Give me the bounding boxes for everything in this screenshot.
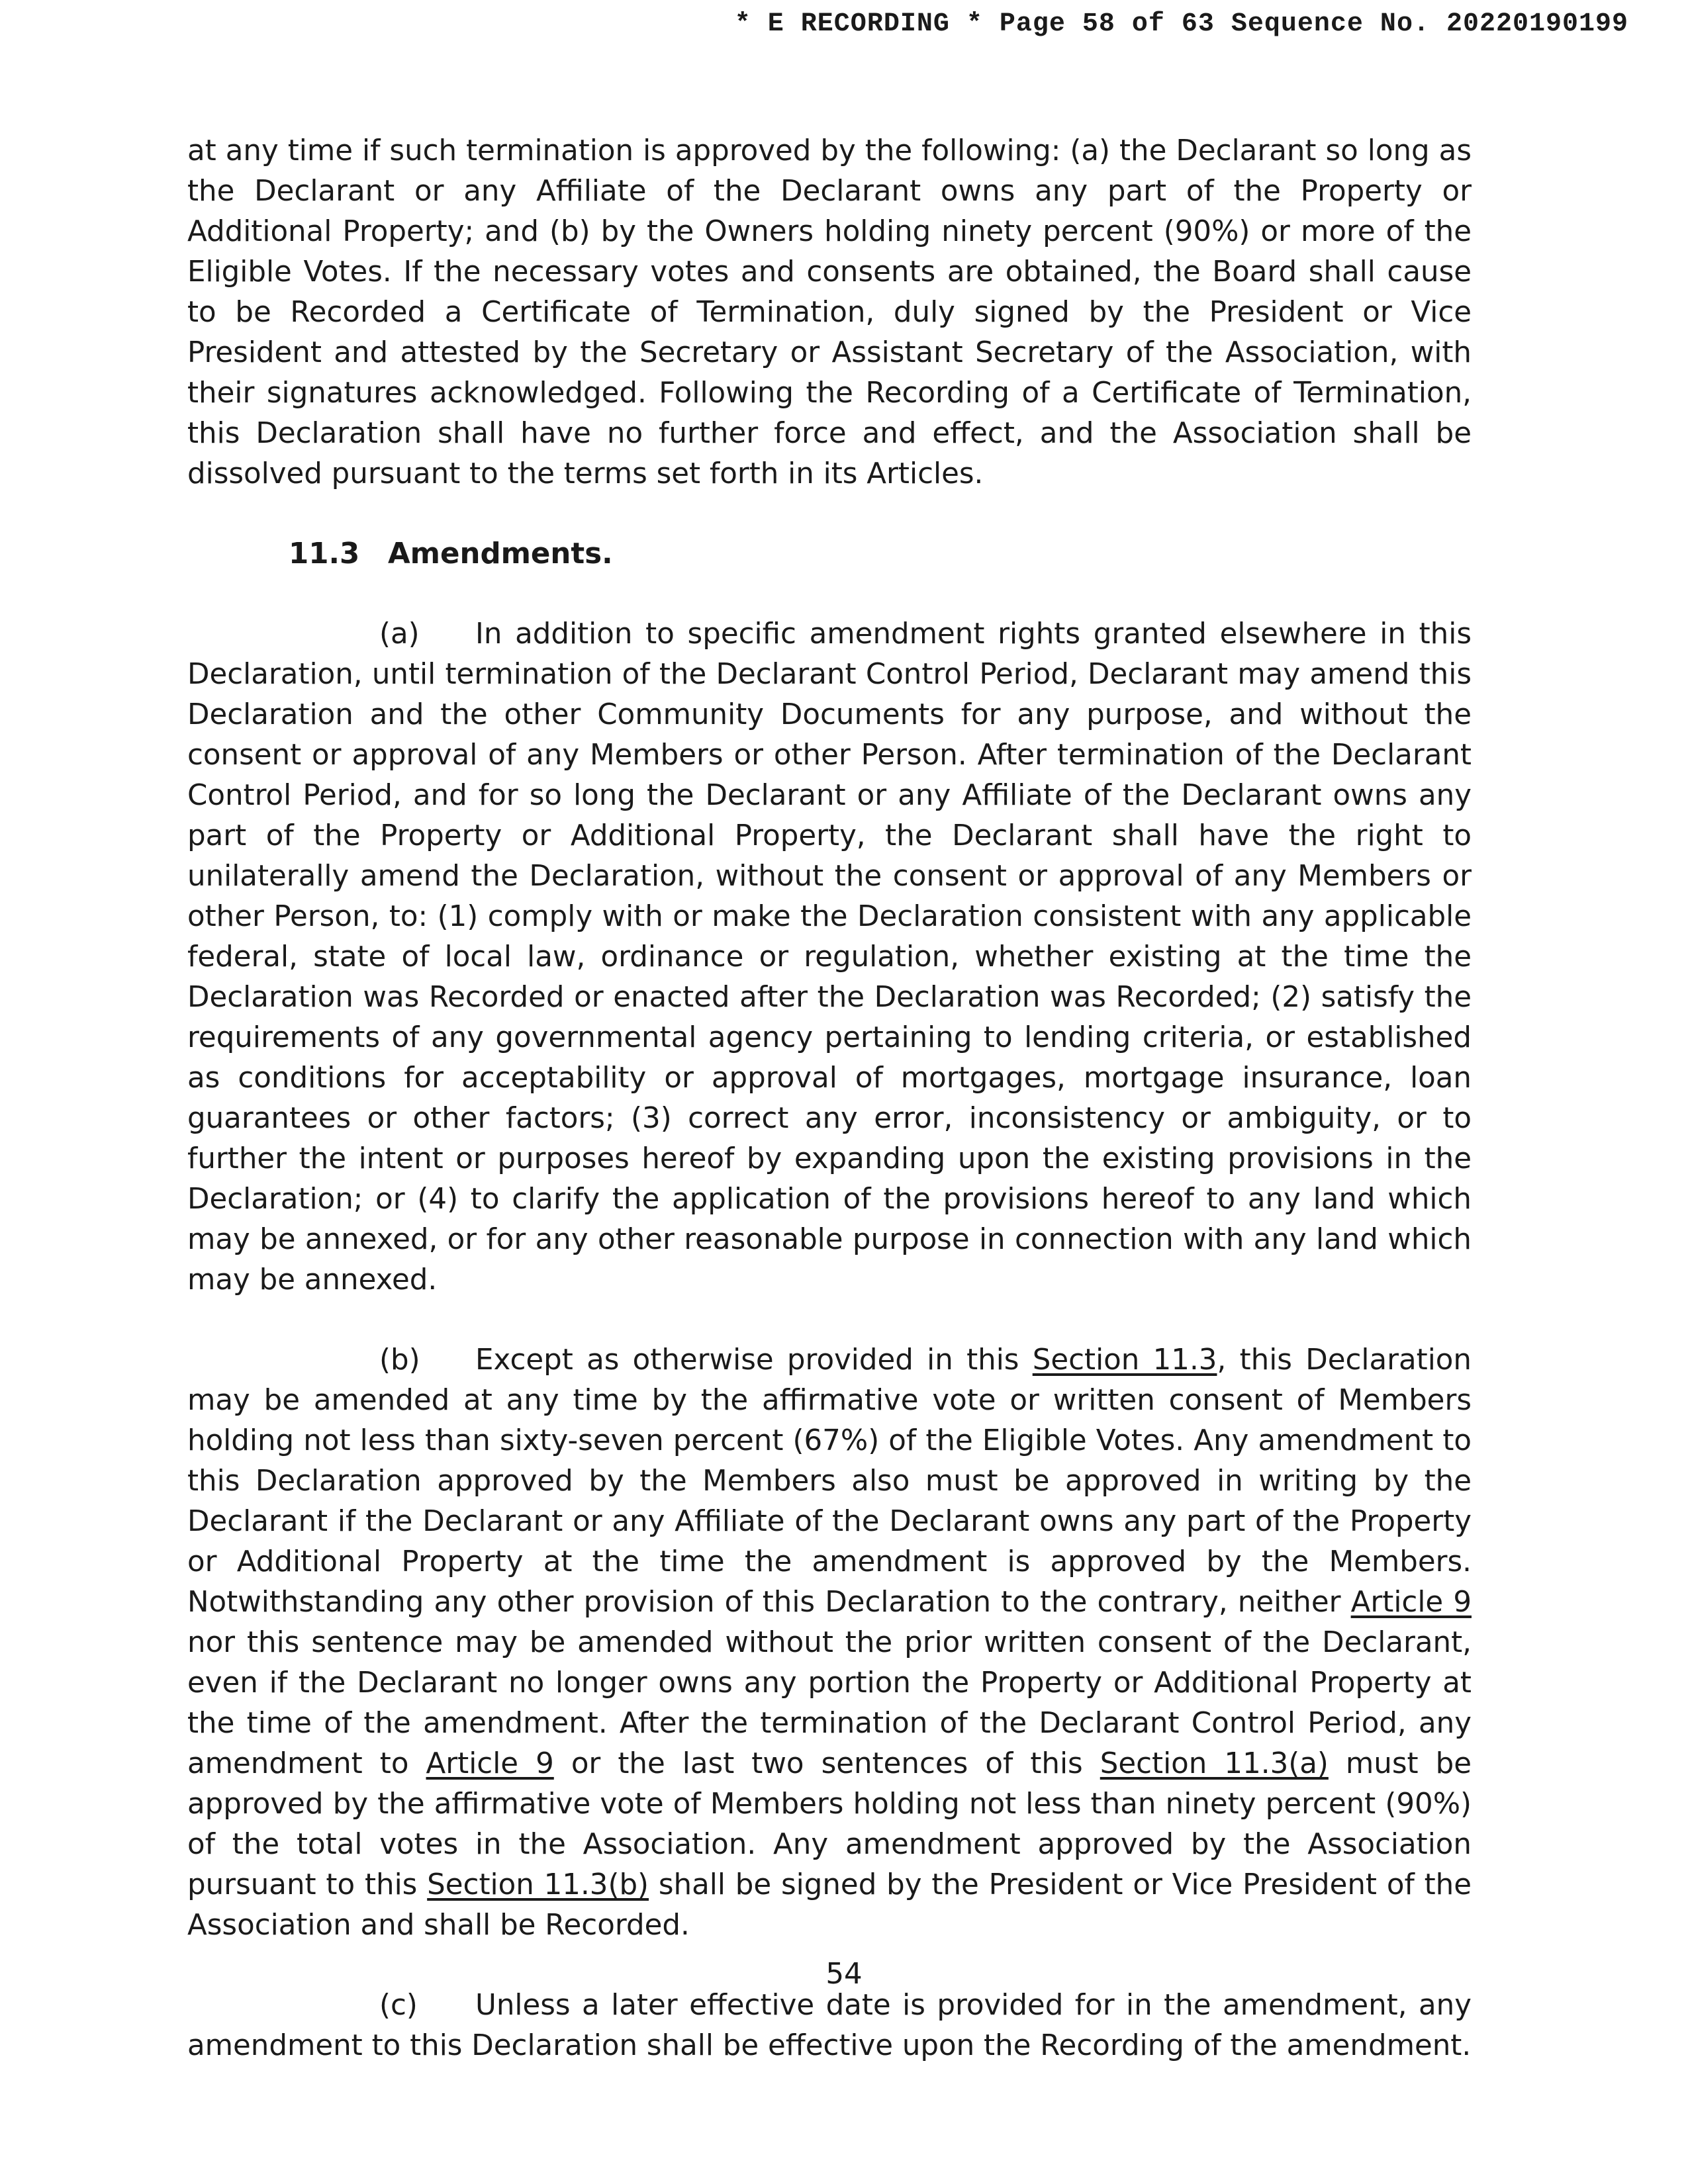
recording-stamp: * E RECORDING * Page 58 of 63 Sequence No. 20220190199 (734, 9, 1628, 39)
section-number: 11.3 (289, 537, 360, 570)
subsection-b-text-2: , this Declaration may be amended at any time by the affirmative vote or written consent of Members holding not less than sixty-seven percent (67%) of the Eligible Votes. Any amendment to this Declaration approved by the Members also must be approved in writing by the Declarant if the Declarant or any Affiliate of the Declarant owns any part of the Property or Additional Property at the time the amendment is approved by the Members. Notwithstanding any other provision of this Declaration to the contrary, neither (187, 1343, 1472, 1619)
cross-reference-section-11-3: Section 11.3 (1032, 1343, 1217, 1377)
section-heading (187, 534, 1472, 574)
subsection-c-text: Unless a later effective date is provided for in the amendment, any amendment to this Declaration shall be effective upon the Recording of the amendment. (187, 1989, 1472, 2062)
cross-reference-section-11-3-a: Section 11.3(a) (1100, 1747, 1329, 1780)
subsection-b-text-1: Except as otherwise provided in this (475, 1343, 1033, 1377)
subsection-b-text-3: nor this sentence may be amended without the prior written consent of the Declarant, even if the Declarant no longer owns any portion the Property or Additional Property at the time of the amendment. After the termination of the Declarant Control Period, any amendment to (187, 1626, 1472, 1780)
document-body (187, 131, 1472, 2066)
subsection-b-text-5: must be approved by the affirmative vote of Members holding not less than ninety percent (90%) of the total votes in the Association. Any amendment approved by the Association pursuant to this (187, 1747, 1472, 1901)
section-title: Amendments. (388, 537, 613, 570)
subsection-c-label: (c) (379, 1989, 418, 2022)
subsection-a-label: (a) (379, 617, 420, 651)
subsection-c (187, 1985, 1472, 2066)
subsection-a (187, 614, 1472, 1300)
subsection-b-text-6: shall be signed by the President or Vice President of the Association and shall be Recorded. (187, 1868, 1472, 1942)
termination-paragraph: at any time if such termination is approved by the following: (a) the Declarant so long as the Declarant or any Affiliate of the Declarant owns any part of the Property or Additional Property; and (b) by the Owners holding ninety percent (90%) or more of the Eligible Votes. If the necessary votes and consents are obtained, the Board shall cause to be Recorded a Certificate of Termination, duly signed by the President or Vice President and attested by the Secretary or Assistant Secretary of the Association, with their signatures acknowledged. Following the Recording of a Certificate of Termination, this Declaration shall have no further force and effect, and the Association shall be dissolved pursuant to the terms set forth in its Articles. (187, 134, 1472, 490)
page-number: 54 (825, 1958, 863, 1991)
subsection-b (187, 1340, 1472, 1946)
cross-reference-section-11-3-b: Section 11.3(b) (427, 1868, 649, 1901)
subsection-b-label: (b) (379, 1343, 420, 1377)
subsection-b-text-4: or the last two sentences of this (553, 1747, 1100, 1780)
cross-reference-article-9: Article 9 (1350, 1586, 1472, 1619)
cross-reference-article-9: Article 9 (426, 1747, 554, 1780)
subsection-a-text: In addition to specific amendment rights granted elsewhere in this Declaration, until termination of the Declarant Control Period, Declarant may amend this Declaration and the other Community Documents for any purpose, and without the consent or approval of any Members or other Person. After termination of the Declarant Control Period, and for so long the Declarant or any Affiliate of the Declarant owns any part of the Property or Additional Property, the Declarant shall have the right to unilaterally amend the Declaration, without the consent or approval of any Members or other Person, to: (1) comply with or make the Declaration consistent with any applicable federal, state of local law, ordinance or regulation, whether existing at the time the Declaration was Recorded or enacted after the Declaration was Recorded; (2) satisfy the requirements of any governmental agency pertaining to lending criteria, or established as conditions for acceptability or approval of mortgages, mortgage insurance, loan guarantees or other factors; (3) correct any error, inconsistency or ambiguity, or to further the intent or purposes hereof by expanding upon the existing provisions in the Declaration; or (4) to clarify the application of the provisions hereof to any land which may be annexed, or for any other reasonable purpose in connection with any land which may be annexed. (187, 617, 1472, 1297)
